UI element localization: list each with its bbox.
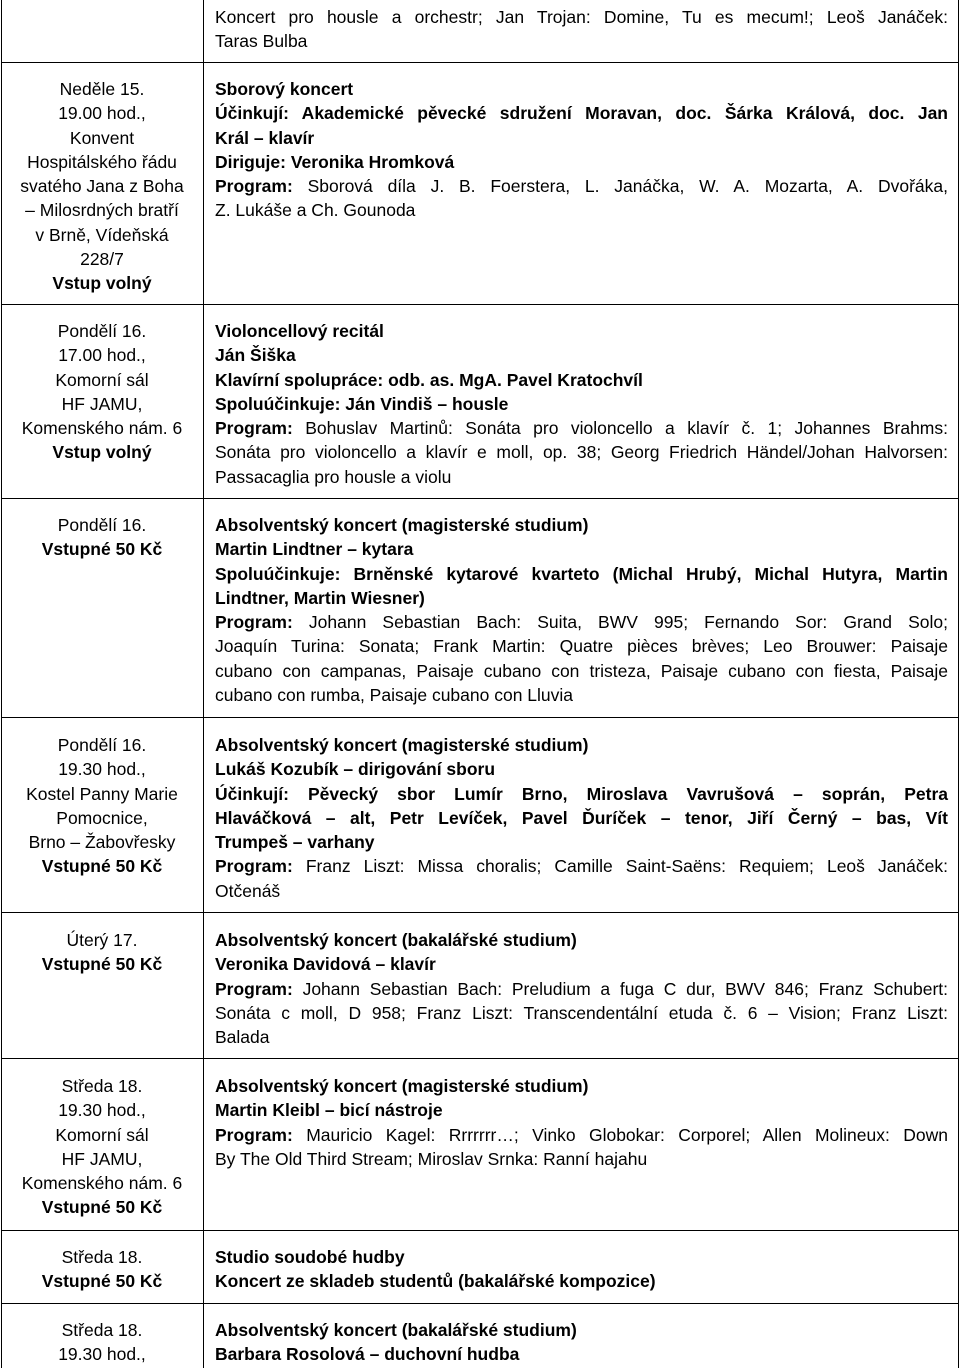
program-line: Passacaglia pro housle a violu	[215, 466, 452, 487]
row-divider	[1, 912, 959, 913]
venue-line: Brno – Žabovřesky	[28, 832, 176, 853]
program-line: Sonáta c moll, D 958; Franz Liszt: Transcendentální etuda č. 6 – Vision; Franz Liszt:	[215, 1002, 948, 1023]
event-details	[215, 513, 948, 707]
admission-label: Vstupné 50 Kč	[41, 856, 163, 877]
venue-line: Středa 18.	[61, 1320, 143, 1340]
event-date-venue	[12, 513, 192, 562]
performers-line: Trumpeš – varhany	[215, 832, 375, 853]
program-line	[215, 610, 948, 634]
venue-line: 19.30 hod.,	[58, 759, 146, 780]
program-line	[215, 174, 948, 198]
performers-line: Martin Lindtner – kytara	[215, 539, 414, 560]
program-line: cubano con campanas, Paisaje cubano con tristeza, Paisaje cubano con fiesta, Paisaje	[215, 660, 948, 681]
venue-line: 19.30 hod.,	[58, 1344, 146, 1365]
performers-line: Veronika Davidová – klavír	[215, 954, 436, 975]
venue-line: Komorní sál	[55, 369, 149, 390]
venue-line: HF JAMU,	[61, 393, 143, 414]
event-title: Absolventský koncert (bakalářské studium)	[215, 930, 577, 950]
program-text: Johann Sebastian Bach: Suita, BWV 995; Fernando Sor: Grand Solo;	[292, 612, 948, 633]
venue-line: 17.00 hod.,	[58, 345, 146, 366]
event-details	[215, 1245, 948, 1294]
program-text: Johann Sebastian Bach: Preludium a fuga C dur, BWV 846; Franz Schubert:	[292, 978, 948, 999]
event-date-venue	[12, 319, 192, 465]
venue-line: 228/7	[80, 249, 124, 270]
text-line: Taras Bulba	[215, 31, 308, 52]
event-details	[215, 77, 948, 223]
program-text: Mauricio Kagel: Rrrrrrr…; Vinko Globokar: Corporel; Allen Molineux: Down	[292, 1124, 948, 1145]
program-text: Sborová díla J. B. Foerstera, L. Janáčka, W. A. Mozarta, A. Dvořáka,	[292, 176, 948, 197]
program-line: Z. Lukáše a Ch. Gounoda	[215, 200, 416, 221]
venue-line: Kostel Panny Marie	[26, 783, 178, 804]
venue-line: Pondělí 16.	[57, 515, 147, 535]
performers-line: Koncert ze skladeb studentů (bakalářské kompozice)	[215, 1271, 656, 1292]
row-divider	[1, 1230, 959, 1231]
event-title: Absolventský koncert (magisterské studium)	[215, 735, 589, 755]
performers-line: Klavírní spolupráce: odb. as. MgA. Pavel Kratochvíl	[215, 369, 643, 390]
venue-line: 19.30 hod.,	[58, 1100, 146, 1121]
event-details	[215, 1074, 948, 1171]
event-title: Absolventský koncert (bakalářské studium)	[215, 1320, 577, 1340]
column-divider	[203, 0, 204, 1368]
event-details	[215, 319, 948, 489]
row-divider	[1, 717, 959, 718]
program-line	[215, 854, 948, 878]
event-title: Violoncellový recitál	[215, 321, 384, 341]
program-line: By The Old Third Stream; Miroslav Srnka: Ranní hajahu	[215, 1148, 648, 1169]
event-title: Studio soudobé hudby	[215, 1247, 405, 1267]
venue-line: Středa 18.	[61, 1076, 143, 1096]
performers-line: Lukáš Kozubík – dirigování sboru	[215, 759, 496, 780]
performers-line: Barbara Rosolová – duchovní hudba	[215, 1344, 520, 1365]
admission-label: Vstupné 50 Kč	[41, 1271, 163, 1292]
row-divider	[1, 62, 959, 63]
admission-label: Vstup volný	[52, 273, 152, 294]
venue-line: Pondělí 16.	[57, 735, 147, 755]
venue-line: – Milosrdných bratří	[25, 200, 179, 221]
program-text: Bohuslav Martinů: Sonáta pro violoncello a klavír č. 1; Johannes Brahms:	[292, 418, 948, 439]
event-title: Sborový koncert	[215, 79, 354, 99]
program-line: Sonáta pro violoncello a klavír e moll, op. 38; Georg Friedrich Händel/Johan Halvorsen:	[215, 442, 948, 463]
performers-line: Účinkují: Pěvecký sbor Lumír Brno, Miroslava Vavrušová – soprán, Petra	[215, 783, 948, 804]
event-date-venue	[12, 1074, 192, 1220]
table-border-right	[958, 0, 959, 1368]
row-divider	[1, 1058, 959, 1059]
program-line: Joaquín Turina: Sonata; Frank Martin: Quatre pièces brèves; Leo Brouwer: Paisaje	[215, 636, 948, 657]
admission-label: Vstupné 50 Kč	[41, 954, 163, 975]
event-date-venue	[12, 1245, 192, 1294]
program-line: cubano con rumba, Paisaje cubano con Lluvia	[215, 685, 574, 706]
admission-label: Vstup volný	[52, 442, 152, 463]
event-title: Absolventský koncert (magisterské studium)	[215, 1076, 589, 1096]
admission-label: Vstupné 50 Kč	[41, 1197, 163, 1218]
venue-line: Konvent	[69, 127, 135, 148]
venue-line: Pomocnice,	[56, 807, 148, 828]
venue-line: HF JAMU,	[61, 1148, 143, 1169]
performers-line: Diriguje: Veronika Hromková	[215, 151, 455, 172]
program-line	[215, 1123, 948, 1147]
program-label: Program:	[215, 978, 293, 999]
venue-line: Komenského nám. 6	[21, 1173, 183, 1194]
row-divider	[1, 498, 959, 499]
program-line	[215, 416, 948, 440]
event-title: Absolventský koncert (magisterské studium)	[215, 515, 589, 535]
program-line: Otčenáš	[215, 880, 281, 901]
previous-entry-continuation	[215, 5, 948, 54]
text-line: Koncert pro housle a orchestr; Jan Trojan: Domine, Tu es mecum!; Leoš Janáček:	[215, 7, 948, 27]
performers-line: Účinkují: Akademické pěvecké sdružení Moravan, doc. Šárka Králová, doc. Jan	[215, 103, 948, 124]
performers-line: Spoluúčinkuje: Ján Vindiš – housle	[215, 393, 509, 414]
performers-line: Lindtner, Martin Wiesner)	[215, 587, 425, 608]
program-line: Balada	[215, 1027, 270, 1048]
event-date-venue	[12, 1318, 192, 1367]
event-date-venue	[12, 928, 192, 977]
venue-line: svatého Jana z Boha	[20, 176, 184, 197]
row-divider	[1, 1303, 959, 1304]
performers-line: Martin Kleibl – bicí nástroje	[215, 1100, 443, 1121]
program-text: Franz Liszt: Missa choralis; Camille Saint-Saëns: Requiem; Leoš Janáček:	[292, 856, 948, 877]
event-details	[215, 1318, 948, 1367]
venue-line: Neděle 15.	[59, 79, 145, 99]
program-line	[215, 977, 948, 1001]
program-label: Program:	[215, 1124, 293, 1145]
program-label: Program:	[215, 418, 293, 439]
venue-line: v Brně, Vídeňská	[35, 224, 169, 245]
table-border-left	[1, 0, 2, 1368]
performers-line: Ján Šiška	[215, 345, 296, 366]
performers-line: Král – klavír	[215, 127, 315, 148]
venue-line: Pondělí 16.	[57, 321, 147, 341]
venue-line: Komenského nám. 6	[21, 418, 183, 439]
venue-line: Komorní sál	[55, 1124, 149, 1145]
performers-line: Spoluúčinkuje: Brněnské kytarové kvarteto (Michal Hrubý, Michal Hutyra, Martin	[215, 563, 948, 584]
program-label: Program:	[215, 856, 293, 877]
event-details	[215, 733, 948, 903]
performers-line: Hlaváčková – alt, Petr Levíček, Pavel Ďuríček – tenor, Jiří Černý – bas, Vít	[215, 807, 948, 828]
venue-line: Hospitálského řádu	[27, 151, 177, 172]
venue-line: Středa 18.	[61, 1247, 143, 1267]
program-label: Program:	[215, 612, 293, 633]
program-label: Program:	[215, 176, 293, 197]
event-date-venue	[12, 77, 192, 296]
admission-label: Vstupné 50 Kč	[41, 539, 163, 560]
venue-line: 19.00 hod.,	[58, 103, 146, 124]
event-date-venue	[12, 733, 192, 879]
row-divider	[1, 304, 959, 305]
event-details	[215, 928, 948, 1049]
venue-line: Úterý 17.	[66, 930, 138, 950]
